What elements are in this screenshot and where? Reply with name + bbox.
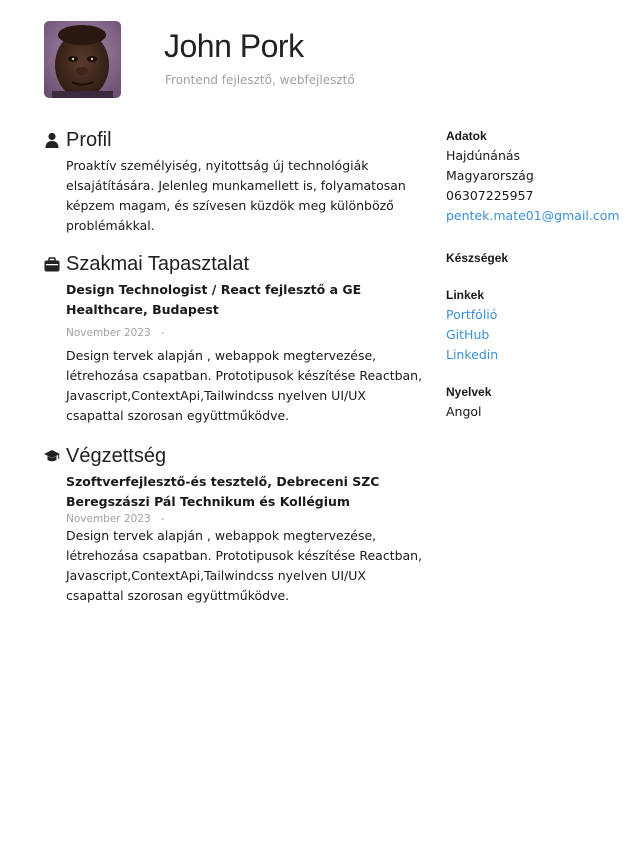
portfolio-link[interactable]: Portfólió [446,307,498,322]
graduation-cap-icon [44,448,60,464]
details-block [446,128,626,250]
education-description: Design tervek alapján , webappok megtervezése, létrehozása csapatban. Prototipusok készítése Reactban, Javascript,ContextApi,Tailwindcss nyelven UI/UX csapattal szorosan együttműködve. [66,528,423,603]
profile-section [44,128,424,252]
country: Magyarország [446,168,534,183]
github-link[interactable]: GitHub [446,327,490,342]
languages-block [446,384,626,422]
job-date: November 2023 - [66,327,165,339]
profile-text: Proaktív személyiség, nyitottság új technológiák elsajátítására. Jelenleg munkamellett is, folyamatosan képzem magam, és szívesen küzdök meg különböző problémákkal. [66,158,406,233]
email-link[interactable]: pentek.mate01@gmail.com [446,208,620,223]
job-description: Design tervek alapján , webappok megtervezése, létrehozása csapatban. Prototipusok készítése Reactban, Javascript,ContextApi,Tailwindcss nyelven UI/UX csapattal szorosan együttműködve. [66,348,423,423]
links-block [446,287,626,384]
profile-heading-text: Profil [66,129,112,151]
languages-heading: Nyelvek [446,385,492,399]
profile-heading [44,128,424,152]
education-heading [44,444,424,468]
skills-heading: Készségek [446,251,509,265]
education-heading-text: Végzettség [66,445,167,467]
education-section [44,444,424,606]
person-icon [44,132,60,148]
skills-block [446,250,626,287]
sidebar [446,128,626,422]
experience-section [44,252,424,444]
avatar-photo [44,21,121,98]
experience-heading-text: Szakmai Tapasztalat [66,253,250,275]
linkedin-link[interactable]: Linkedin [446,347,499,362]
main-column [44,128,424,606]
page-title: John Pork [164,28,304,64]
phone: 06307225957 [446,188,534,203]
school-name: Szoftverfejlesztő-és tesztelő, Debreceni SZC Beregszászi Pál Technikum és Kollégium [66,474,380,509]
experience-heading [44,252,424,276]
city: Hajdúnánás [446,148,521,163]
education-date: November 2023 - [66,513,165,525]
details-heading: Adatok [446,129,487,143]
briefcase-icon [44,256,60,272]
language-item: Angol [446,404,482,419]
job-subtitle: Frontend fejlesztő, webfejlesztő [165,73,355,87]
job-title: Design Technologist / React fejlesztő a GE Healthcare, Budapest [66,282,362,317]
links-heading: Linkek [446,288,485,302]
avatar [44,21,121,98]
